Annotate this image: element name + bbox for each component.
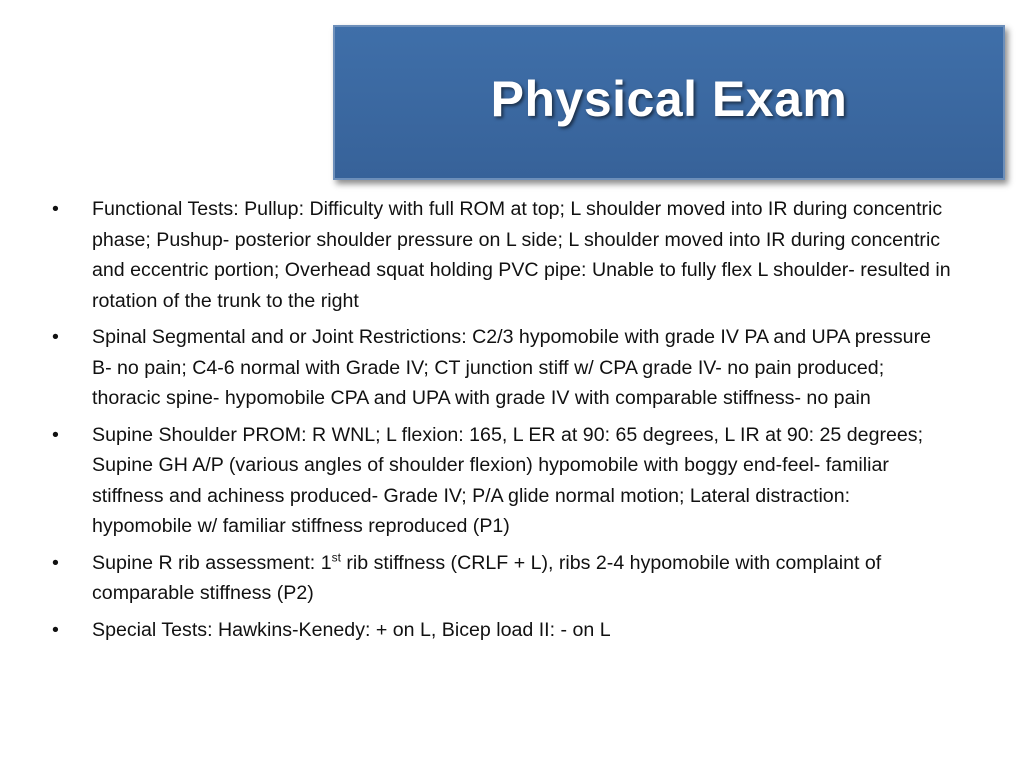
bullet-icon: •	[52, 326, 59, 348]
title-box	[333, 25, 1005, 180]
bullet-superscript: st	[331, 549, 341, 564]
bullet-icon: •	[52, 198, 59, 220]
bullet-item-special-tests	[52, 615, 952, 646]
bullet-text: Functional Tests: Pullup: Difficulty with full ROM at top; L shoulder moved into IR during concentric phase; Pushup- posterior shoulder pressure on L side; L shoulder moved into IR during concentric and eccentric portion; Overhead squat holding PVC pipe: Unable to fully flex L shoulder- resulted in rotation of the trunk to the right	[92, 198, 951, 312]
bullet-text-before: Supine R rib assessment: 1	[92, 551, 332, 574]
bullet-icon: •	[52, 423, 59, 446]
bullet-text: Spinal Segmental and or Joint Restrictions: C2/3 hypomobile with grade IV PA and UPA pressure B- no pain; C4-6 normal with Grade IV; CT junction stiff w/ CPA grade IV- no pain produced; thoracic spine- hypomobile CPA and UPA with grade IV with comparable stiffness- no pain	[92, 326, 931, 409]
bullet-list	[52, 194, 952, 651]
bullet-item-rib-assessment	[52, 548, 952, 609]
bullet-icon: •	[52, 551, 59, 574]
bullet-item-functional-tests	[52, 194, 952, 316]
bullet-text-after: rib stiffness (CRLF + L), ribs 2-4 hypomobile with complaint of comparable stiffness (P2)	[92, 551, 882, 604]
bullet-text: Supine Shoulder PROM: R WNL; L flexion: 165, L ER at 90: 65 degrees, L IR at 90: 25 degrees; Supine GH A/P (various angles of shoulder flexion) hypomobile with boggy end-feel- familiar stiffness and achiness produced- Grade IV; P/A glide normal motion; Lateral distraction: hypomobile w/ familiar stiffness reproduced (P1)	[92, 423, 924, 537]
bullet-item-shoulder-prom	[52, 420, 952, 542]
bullet-item-spinal-restrictions	[52, 322, 952, 414]
slide-title: Physical Exam	[490, 70, 848, 127]
bullet-text: Special Tests: Hawkins-Kenedy: + on L, Bicep load II: - on L	[92, 618, 611, 641]
bullet-icon: •	[52, 618, 59, 641]
